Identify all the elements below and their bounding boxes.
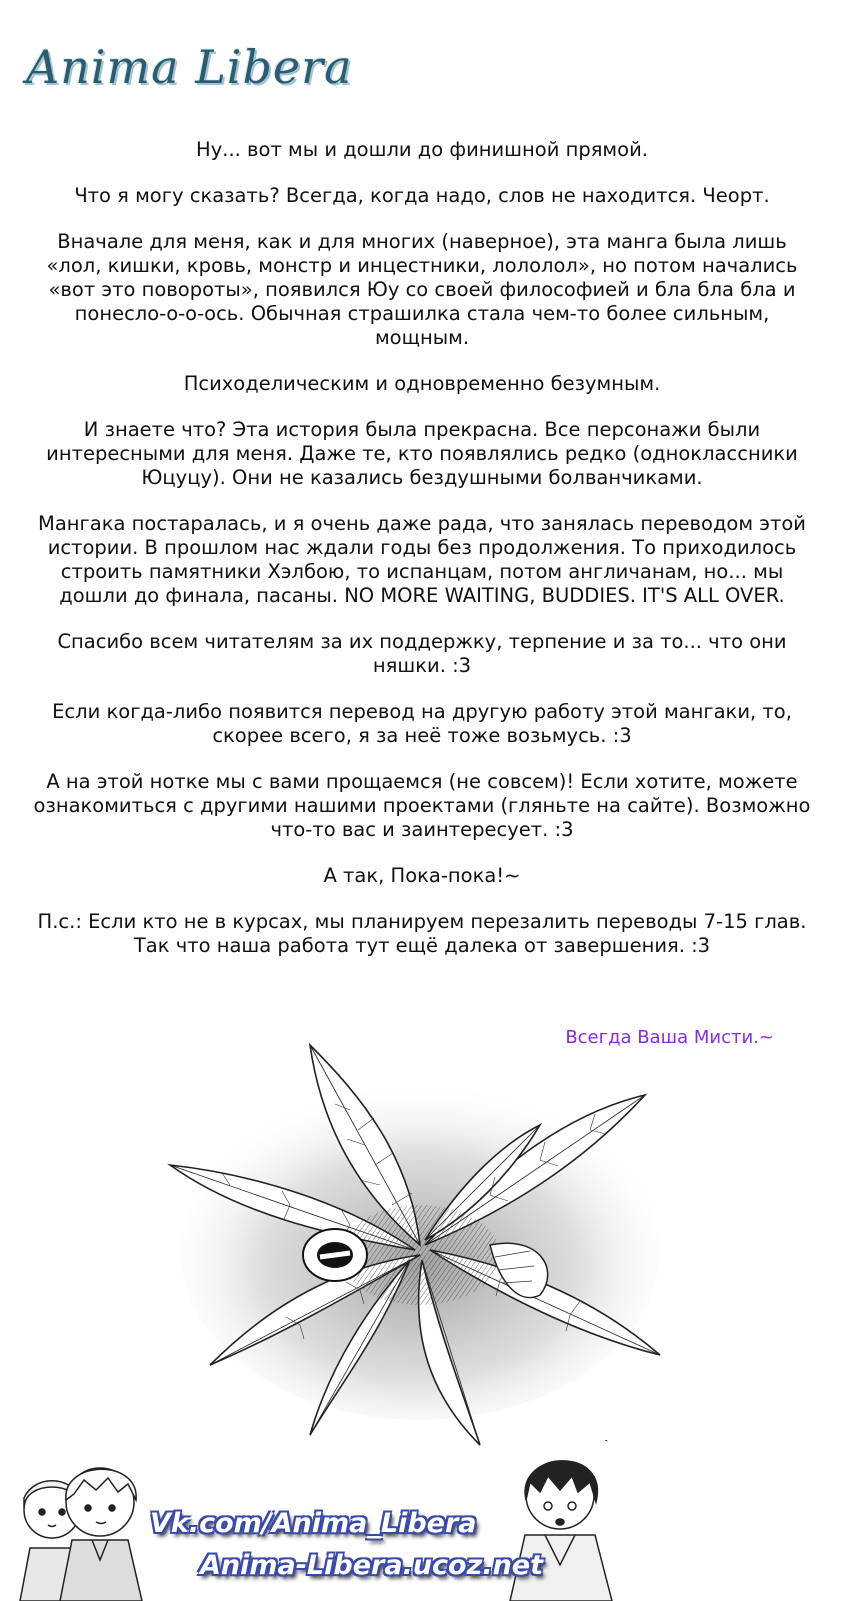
paragraph: Ну... вот мы и дошли до финишной прямой. bbox=[196, 138, 648, 161]
paragraph: Мангака постаралась, и я очень даже рада, что занялась переводом этой истории. В прошлом нас ждали годы без продолжения. То приходилось строить памятники Хэлбою, то испанцам, потом англичанам, но... мы дошли до финала, пасаны. NO MORE WAITING, BUDDIES. IT'S ALL OVER. bbox=[38, 512, 806, 607]
paragraph: П.с.: Если кто не в курсах, мы планируем перезалить переводы 7-15 глав. Так что наша работа тут ещё далека от завершения. :3 bbox=[37, 910, 807, 957]
paragraph: Спасибо всем читателям за их поддержку, терпение и за то... что они няшки. :3 bbox=[57, 630, 787, 677]
paragraph: Если когда-либо появится перевод на другую работу этой мангаки, то, скорее всего, я за неё тоже возьмусь. :3 bbox=[52, 700, 792, 747]
paragraph: И знаете что? Эта история была прекрасна. Все персонажи были интересными для меня. Даже те, кто появлялись редко (одноклассники Юцуцу). Они не казались бездушными болванчиками. bbox=[46, 418, 798, 489]
vk-link[interactable]: Vk.com/Anima_Libera bbox=[150, 1508, 477, 1539]
site-link[interactable]: Anima-Libera.ucoz.net bbox=[200, 1550, 544, 1581]
paragraph: Психоделическим и одновременно безумным. bbox=[183, 372, 661, 395]
paragraph: Что я могу сказать? Всегда, когда надо, слов не находится. Чеорт. bbox=[74, 184, 770, 207]
paragraph: А на этой нотке мы с вами прощаемся (не совсем)! Если хотите, можете ознакомиться с другими нашими проектами (гляньте на сайте). Возможно что-то вас и заинтересует. :3 bbox=[33, 770, 811, 841]
leaves-illustration bbox=[160, 1035, 680, 1455]
paragraph: А так, Пока-пока!~ bbox=[323, 864, 521, 887]
afterword-text bbox=[30, 138, 814, 980]
signature: Всегда Ваша Мисти.~ bbox=[565, 1027, 774, 1048]
site-logo: Anima Libera bbox=[26, 40, 353, 94]
paragraph: Вначале для меня, как и для многих (наверное), эта манга была лишь «лол, кишки, кровь, монстр и инцестники, лололол», но потом начались «вот это повороты», появился Юу со своей философией и бла бла бла и понесло-о-о-ось. Обычная страшилка стала чем-то более сильным, мощным. bbox=[46, 230, 798, 349]
